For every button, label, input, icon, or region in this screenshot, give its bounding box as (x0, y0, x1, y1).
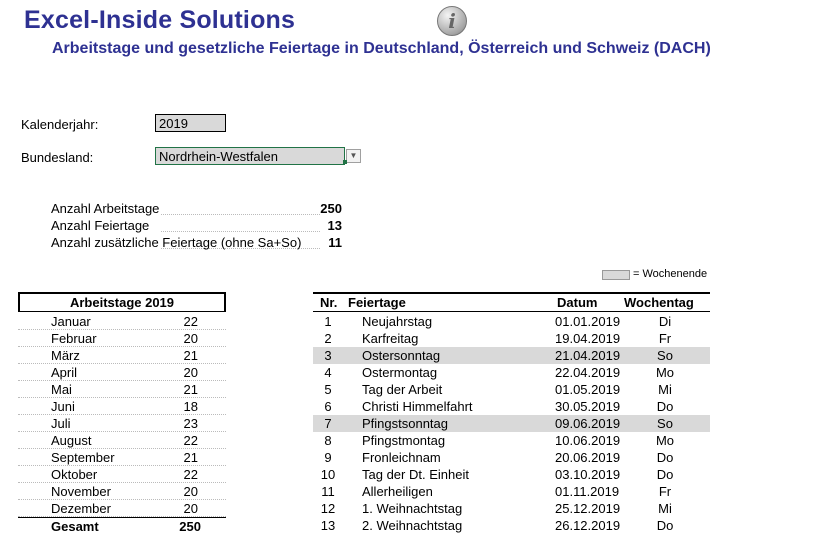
month-days: 20 (183, 365, 198, 380)
page-subtitle: Arbeitstage und gesetzliche Feiertage in Deutschland, Österreich und Schweiz (DACH) (52, 40, 711, 57)
summary-value: 11 (328, 235, 342, 250)
holiday-weekday: Mi (658, 501, 672, 516)
holiday-nr: 5 (324, 382, 332, 397)
month-days: 22 (183, 467, 198, 482)
holiday-row (313, 347, 710, 364)
holiday-row (313, 449, 710, 466)
month-row (18, 381, 226, 398)
month-row (18, 483, 226, 500)
holiday-name: Pfingstmontag (362, 433, 446, 448)
holiday-name: Tag der Dt. Einheit (362, 467, 469, 482)
year-label: Kalenderjahr: (21, 117, 99, 132)
months-table-header (18, 292, 226, 312)
month-days: 21 (183, 382, 198, 397)
holiday-name: Tag der Arbeit (362, 382, 443, 397)
holiday-date: 20.06.2019 (555, 450, 621, 465)
holiday-date: 26.12.2019 (555, 518, 621, 533)
summary-value: 250 (320, 201, 342, 216)
holiday-row (313, 313, 710, 330)
summary-label: Anzahl Arbeitstage (51, 201, 160, 216)
month-row (18, 466, 226, 483)
holiday-row (313, 381, 710, 398)
month-days: 22 (183, 314, 198, 329)
month-name: Juni (51, 399, 75, 414)
summary-label: Anzahl Feiertage (51, 218, 150, 233)
holiday-name: 1. Weihnachtstag (362, 501, 463, 516)
month-name: Dezember (51, 501, 111, 516)
col-date-header: Datum (557, 295, 598, 310)
holiday-nr: 4 (324, 365, 332, 380)
month-days: 18 (183, 399, 198, 414)
cell-fill-handle[interactable] (343, 160, 347, 164)
month-row (18, 364, 226, 381)
holiday-nr: 11 (321, 484, 335, 499)
holiday-weekday: Do (656, 467, 674, 482)
holiday-nr: 13 (320, 518, 336, 533)
month-row (18, 500, 226, 517)
holiday-name: Neujahrstag (362, 314, 433, 329)
month-row (18, 432, 226, 449)
holiday-row (313, 398, 710, 415)
holiday-weekday: So (657, 416, 673, 431)
holiday-date: 03.10.2019 (555, 467, 621, 482)
holiday-name: 2. Weihnachtstag (362, 518, 463, 533)
holiday-nr: 10 (320, 467, 336, 482)
month-name: September (51, 450, 115, 465)
month-name: November (51, 484, 111, 499)
holiday-weekday: Di (658, 314, 672, 329)
month-name: Februar (51, 331, 97, 346)
month-row (18, 347, 226, 364)
holiday-name: Karfreitag (362, 331, 419, 346)
holiday-weekday: Do (656, 399, 674, 414)
weekend-legend-text: = Wochenende (633, 268, 708, 280)
summary-row (51, 218, 342, 235)
months-table-title: Arbeitstage 2019 (69, 295, 175, 310)
dropdown-arrow-icon[interactable]: ▼ (346, 149, 361, 163)
holiday-nr: 7 (324, 416, 332, 431)
month-days: 20 (183, 501, 198, 516)
holiday-row (313, 500, 710, 517)
summary-dots (161, 231, 320, 232)
month-row (18, 330, 226, 347)
holiday-weekday: Fr (658, 484, 672, 499)
holiday-date: 01.11.2019 (555, 484, 620, 499)
holiday-row (313, 517, 710, 534)
weekend-legend-swatch (602, 270, 630, 280)
total-value: 250 (179, 519, 201, 534)
holiday-row (313, 415, 710, 432)
year-input[interactable]: 2019 (155, 114, 226, 132)
holiday-nr: 9 (324, 450, 332, 465)
holiday-weekday: So (657, 348, 673, 363)
holiday-date: 22.04.2019 (555, 365, 621, 380)
month-name: August (51, 433, 92, 448)
holiday-row (313, 466, 710, 483)
month-row (18, 398, 226, 415)
month-name: März (51, 348, 80, 363)
col-weekday-header: Wochentag (624, 295, 694, 310)
col-nr-header: Nr. (320, 295, 338, 310)
month-name: Januar (51, 314, 91, 329)
holiday-weekday: Do (656, 450, 674, 465)
month-days: 23 (183, 416, 198, 431)
app-title: Excel-Inside Solutions (24, 6, 296, 34)
holidays-table-header (313, 292, 710, 312)
holiday-name: Ostermontag (362, 365, 438, 380)
holiday-weekday: Fr (658, 331, 672, 346)
holiday-date: 25.12.2019 (555, 501, 621, 516)
holiday-name: Fronleichnam (362, 450, 441, 465)
summary-row (51, 201, 342, 218)
state-label: Bundesland: (21, 150, 94, 165)
month-row (18, 313, 226, 330)
month-name: Mai (51, 382, 72, 397)
state-select[interactable]: Nordrhein-Westfalen (155, 147, 345, 165)
holiday-row (313, 364, 710, 381)
summary-row (51, 235, 342, 252)
holiday-weekday: Do (656, 518, 674, 533)
month-days: 20 (183, 484, 198, 499)
holiday-row (313, 483, 710, 500)
month-name: Juli (51, 416, 71, 431)
month-days: 21 (183, 348, 198, 363)
summary-dots (161, 214, 320, 215)
col-name-header: Feiertage (348, 295, 406, 310)
month-name: Oktober (51, 467, 98, 482)
month-days: 21 (183, 450, 198, 465)
holiday-nr: 1 (324, 314, 332, 329)
holiday-date: 09.06.2019 (555, 416, 621, 431)
month-name: April (51, 365, 78, 380)
months-total-row (18, 517, 226, 534)
month-days: 20 (183, 331, 198, 346)
month-days: 22 (183, 433, 198, 448)
holiday-name: Pfingstsonntag (362, 416, 449, 431)
month-row (18, 449, 226, 466)
summary-value: 13 (327, 218, 342, 233)
holiday-date: 10.06.2019 (555, 433, 621, 448)
holiday-row (313, 330, 710, 347)
holiday-date: 01.01.2019 (555, 314, 621, 329)
holiday-date: 30.05.2019 (555, 399, 621, 414)
holiday-row (313, 432, 710, 449)
holiday-nr: 12 (320, 501, 336, 516)
holiday-name: Ostersonntag (362, 348, 441, 363)
holiday-name: Allerheiligen (362, 484, 433, 499)
holiday-date: 01.05.2019 (555, 382, 621, 397)
month-row (18, 415, 226, 432)
total-label: Gesamt (51, 519, 99, 534)
holiday-weekday: Mo (655, 365, 675, 380)
holiday-nr: 8 (324, 433, 332, 448)
holiday-weekday: Mo (655, 433, 675, 448)
holiday-nr: 2 (324, 331, 332, 346)
holiday-date: 19.04.2019 (555, 331, 621, 346)
holiday-nr: 6 (324, 399, 332, 414)
holiday-date: 21.04.2019 (555, 348, 621, 363)
summary-label: Anzahl zusätzliche Feiertage (ohne Sa+So) (51, 235, 302, 250)
holiday-weekday: Mi (658, 382, 672, 397)
holiday-name: Christi Himmelfahrt (362, 399, 473, 414)
info-icon[interactable]: i (437, 6, 467, 36)
holiday-nr: 3 (324, 348, 332, 363)
